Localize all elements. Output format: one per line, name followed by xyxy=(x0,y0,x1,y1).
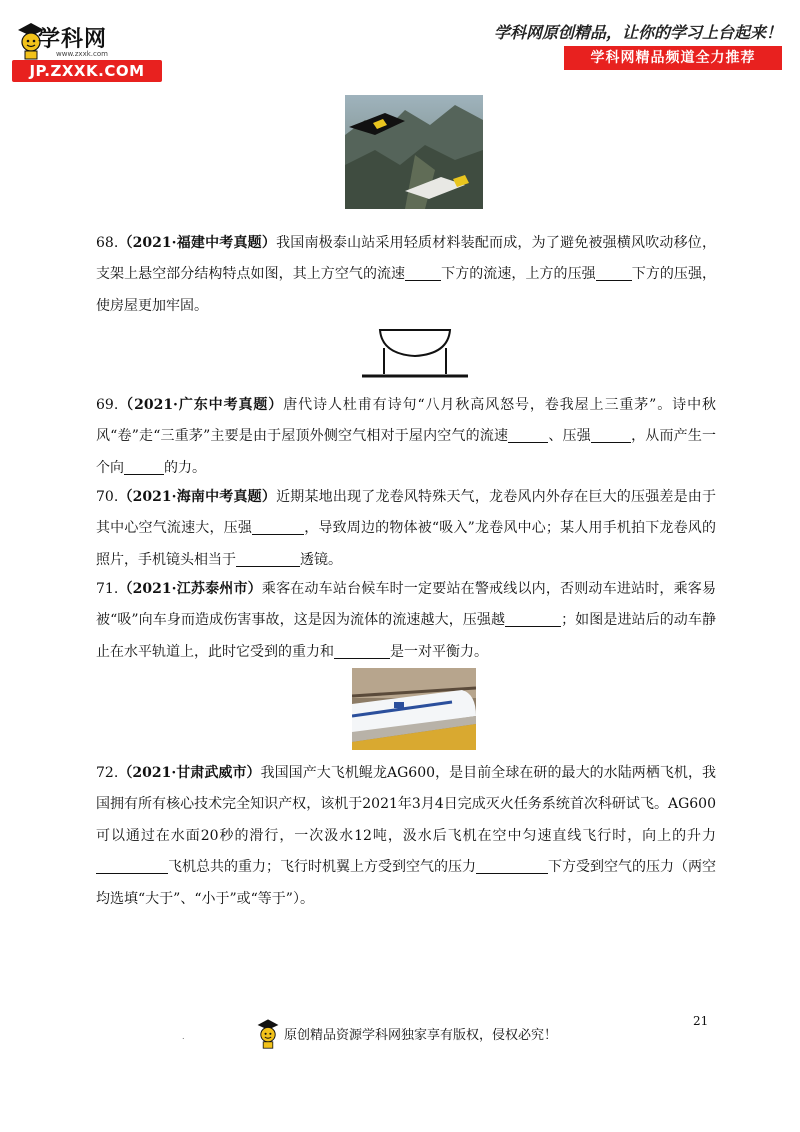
question-72-number: 72. xyxy=(96,765,119,781)
question-72-source: （2021·甘肃武威市） xyxy=(118,765,261,781)
question-71-source: （2021·江苏泰州市） xyxy=(118,581,262,597)
logo-name: 学科网 xyxy=(38,27,108,52)
question-71-number: 71. xyxy=(96,581,119,597)
question-70-text-2: ，导致周边的物体被“吸入”龙卷风中心；某人用手机拍下龙卷风的照片，手机镜头相当于 xyxy=(96,520,716,568)
question-70-text-3: 透镜。 xyxy=(300,551,342,568)
question-68 xyxy=(96,228,716,322)
question-69-text-4: 的力。 xyxy=(164,459,206,476)
header-badge: 学科网精品频道全力推荐 xyxy=(564,46,782,70)
question-70 xyxy=(96,482,716,576)
question-68-text-2: 下方的流速，上方的压强 xyxy=(441,266,596,283)
question-69-text-2: 、压强 xyxy=(548,428,591,445)
question-72-text-3: 下方受到空气的压力（两空均选填“大于”、“小于”或“等于”）。 xyxy=(96,859,716,907)
question-69-text-1: 唐代诗人杜甫有诗句“八月秋高风怒号，卷我屋上三重茅”。诗中秋风“卷”走“三重茅”主要是由于屋顶外侧空气相对于屋内空气的流速 xyxy=(96,397,716,445)
page-number: 21 xyxy=(693,1014,709,1028)
answer-blank[interactable] xyxy=(96,857,168,874)
answer-blank[interactable] xyxy=(236,550,300,567)
question-70-number: 70. xyxy=(96,489,119,505)
answer-blank[interactable] xyxy=(505,610,561,627)
answer-blank[interactable] xyxy=(252,518,304,535)
question-72 xyxy=(96,758,716,915)
question-68-text-1: 我国南极泰山站采用轻质材料装配而成，为了避免被强横风吹动移位，支架上悬空部分结构特点如图，其上方空气的流速 xyxy=(96,235,716,283)
graduate-mascot-icon xyxy=(256,1017,280,1049)
question-69 xyxy=(96,390,716,484)
answer-blank[interactable] xyxy=(124,458,164,475)
question-68-source: （2021·福建中考真题） xyxy=(118,235,277,251)
question-69-source: （2021·广东中考真题） xyxy=(118,397,284,413)
header-slogan: 学科网原创精品，让你的学习上台起来！ xyxy=(493,23,782,42)
answer-blank[interactable] xyxy=(334,642,390,659)
footer-copyright: 原创精品资源学科网独家享有版权，侵权必究！ xyxy=(284,1027,558,1043)
answer-blank[interactable] xyxy=(596,264,632,281)
bullet-train-photo xyxy=(352,668,476,750)
question-71-text-1: 乘客在动车站台候车时一定要站在警戒线以内，否则动车进站时，乘客易被“吸”向车身而造成伤害事故，这是因为流体的流速越大，压强越 xyxy=(96,581,717,629)
logo-url: www.zxxk.com xyxy=(56,50,108,58)
station-support-diagram xyxy=(360,328,470,382)
footer-dot: . xyxy=(182,1032,185,1041)
question-70-text-1: 近期某地出现了龙卷风特殊天气，龙卷风内外存在巨大的压强差是由于其中心空气流速大，压强 xyxy=(96,489,716,537)
question-71-text-2: ；如图是进站后的动车静止在水平轨道上，此时它受到的重力和 xyxy=(96,612,716,660)
answer-blank[interactable] xyxy=(476,857,548,874)
site-logo[interactable] xyxy=(12,14,162,80)
question-69-text-3: ，从而产生一个向 xyxy=(96,428,716,476)
logo-domain-bar: JP.ZXXK.COM xyxy=(12,60,162,82)
answer-blank[interactable] xyxy=(591,426,631,443)
answer-blank[interactable] xyxy=(405,264,441,281)
question-68-number: 68. xyxy=(96,235,119,251)
question-69-number: 69. xyxy=(96,397,119,413)
answer-blank[interactable] xyxy=(508,426,548,443)
question-71 xyxy=(96,574,716,668)
footer-notice xyxy=(256,1016,557,1050)
question-72-text-2: 飞机总共的重力；飞行时机翼上方受到空气的压力 xyxy=(168,859,476,876)
question-72-text-1: 我国国产大飞机鲲龙AG600，是目前全球在研的最大的水陆两栖飞机，我国拥有所有核心技术完全知识产权，该机于2021年3月4日完成灭火任务系统首次科研试飞。AG600可以通过在水面20秒的滑行，一次汲水12吨，汲水后飞机在空中匀速直线飞行时，向上的升力 xyxy=(96,765,717,844)
wingsuit-photo xyxy=(345,95,483,209)
question-70-source: （2021·海南中考真题） xyxy=(118,489,277,505)
question-68-text-3: 下方的压强，使房屋更加牢固。 xyxy=(96,266,717,314)
question-71-text-3: 是一对平衡力。 xyxy=(390,643,488,660)
